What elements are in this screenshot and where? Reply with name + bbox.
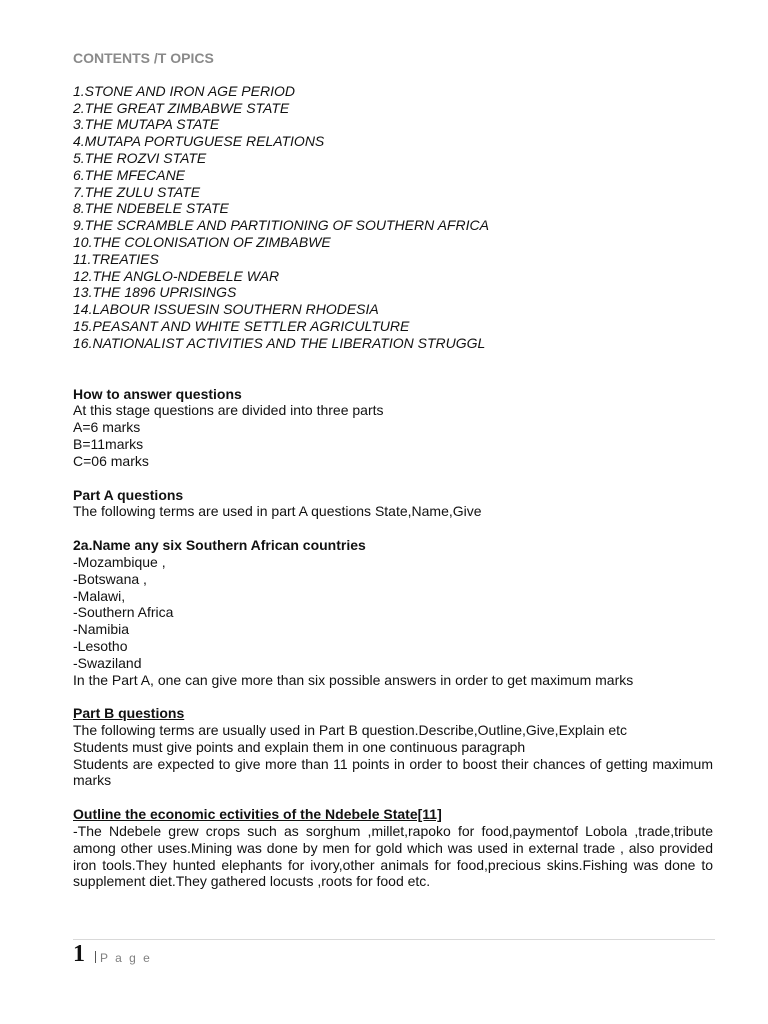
toc-item: 12.THE ANGLO-NDEBELE WAR bbox=[73, 267, 280, 284]
toc-item: 10.THE COLONISATION OF ZIMBABWE bbox=[73, 233, 331, 250]
how-to-line: C=06 marks bbox=[73, 452, 149, 469]
toc-item: 7.THE ZULU STATE bbox=[73, 183, 201, 200]
contents-heading: CONTENTS /T OPICS bbox=[73, 50, 214, 66]
how-to-line: A=6 marks bbox=[73, 419, 141, 436]
footer-divider bbox=[73, 939, 715, 940]
how-to-heading: How to answer questions bbox=[73, 385, 242, 402]
toc-item: 14.LABOUR ISSUESIN SOUTHERN RHODESIA bbox=[73, 301, 379, 318]
table-of-contents bbox=[73, 83, 713, 352]
answer-item: -Mozambique , bbox=[73, 553, 166, 570]
toc-item: 1.STONE AND IRON AGE PERIOD bbox=[73, 82, 295, 99]
part-a-heading: Part A questions bbox=[73, 486, 184, 503]
toc-item: 6.THE MFECANE bbox=[73, 166, 186, 183]
toc-item: 11.TREATIES bbox=[73, 250, 159, 267]
toc-item: 16.NATIONALIST ACTIVITIES AND THE LIBERATION STRUGGL bbox=[73, 334, 486, 351]
toc-item: 4.MUTAPA PORTUGUESE RELATIONS bbox=[73, 133, 325, 150]
toc-item: 9.THE SCRAMBLE AND PARTITIONING OF SOUTHERN AFRICA bbox=[73, 217, 489, 234]
how-to-line: B=11marks bbox=[73, 435, 144, 452]
outline-paragraph: -The Ndebele grew crops such as sorghum ,millet,rapoko for food,paymentof Lobola ,trade,tribute among other uses.Mining was done by men for gold which was used in external trade , also provided iron tools.They hunted elephants for ivory,other animals for food,precious skins.Fishing was done to supplement diet.They gathered locusts ,roots for food etc. bbox=[73, 823, 713, 890]
toc-item: 15.PEASANT AND WHITE SETTLER AGRICULTURE bbox=[73, 317, 410, 334]
page-label: P a g e bbox=[100, 951, 152, 965]
answer-item: -Southern Africa bbox=[73, 604, 174, 621]
answer-item: -Botswana , bbox=[73, 570, 147, 587]
outline-heading: Outline the economic ectivities of the Ndebele State[11] bbox=[73, 806, 442, 823]
toc-item: 13.THE 1896 UPRISINGS bbox=[73, 284, 237, 301]
part-b-line: Students must give points and explain them in one continuous paragraph bbox=[73, 738, 526, 755]
toc-item: 2.THE GREAT ZIMBABWE STATE bbox=[73, 99, 290, 116]
toc-item: 5.THE ROZVI STATE bbox=[73, 149, 207, 166]
page-footer bbox=[73, 940, 152, 968]
answer-item: -Swaziland bbox=[73, 654, 142, 671]
page-number: 1 bbox=[73, 941, 85, 967]
toc-item: 3.THE MUTAPA STATE bbox=[73, 116, 220, 133]
answer-item: -Malawi, bbox=[73, 587, 126, 604]
answer-item: -Namibia bbox=[73, 621, 130, 638]
answer-item: -Lesotho bbox=[73, 637, 128, 654]
footer-separator bbox=[95, 951, 96, 963]
toc-item: 8.THE NDEBELE STATE bbox=[73, 200, 229, 217]
page-content bbox=[73, 50, 713, 890]
question-2a-note: In the Part A, one can give more than six possible answers in order to get maximum marks bbox=[73, 671, 634, 688]
part-a-text: The following terms are used in part A questions State,Name,Give bbox=[73, 503, 482, 520]
part-b-paragraph: Students are expected to give more than 11 points in order to boost their chances of getting maximum marks bbox=[73, 755, 713, 789]
question-2a-heading: 2a.Name any six Southern African countries bbox=[73, 537, 366, 554]
part-b-line: The following terms are usually used in Part B question.Describe,Outline,Give,Explain etc bbox=[73, 722, 628, 739]
how-to-line: At this stage questions are divided into three parts bbox=[73, 402, 384, 419]
part-b-heading: Part B questions bbox=[73, 705, 185, 722]
